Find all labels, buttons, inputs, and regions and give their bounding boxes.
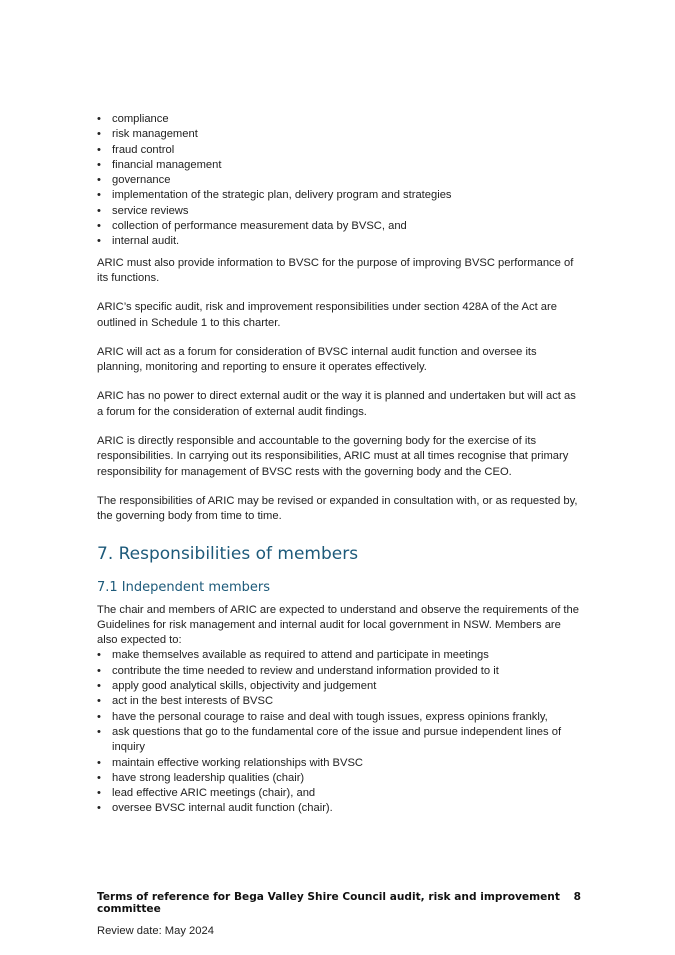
list-item: • internal audit. — [97, 234, 581, 249]
list-item: • compliance — [97, 112, 581, 127]
list-item: • have strong leadership qualities (chair) — [97, 771, 581, 786]
list-item: • act in the best interests of BVSC — [97, 694, 581, 709]
list-item: • service reviews — [97, 204, 581, 219]
paragraph: ARIC will act as a forum for consideration of BVSC internal audit function and oversee its planning, monitoring and reporting to ensure it operates effectively. — [97, 345, 537, 374]
page-body — [97, 112, 581, 817]
page-footer — [97, 891, 581, 915]
paragraph: ARIC has no power to direct external audit or the way it is planned and undertaken but will act as a forum for the consideration of external audit findings. — [97, 390, 576, 418]
paragraph: ARIC’s specific audit, risk and improvement responsibilities under section 428A of the Act are outlined in Schedule 1 to this charter. — [97, 301, 557, 329]
footer-title: Terms of reference for Bega Valley Shire Council audit, risk and improvement committee — [97, 891, 560, 915]
list-item: • maintain effective working relationships with BVSC — [97, 756, 581, 771]
list-item: • oversee BVSC internal audit function (chair). — [97, 801, 581, 816]
members-expectations-list — [97, 648, 581, 816]
list-item: • implementation of the strategic plan, delivery program and strategies — [97, 188, 581, 203]
list-item: • make themselves available as required to attend and participate in meetings — [97, 648, 581, 663]
list-item: • apply good analytical skills, objectivity and judgement — [97, 679, 581, 694]
review-date: Review date: May 2024 — [97, 925, 214, 937]
paragraph: The responsibilities of ARIC may be revised or expanded in consultation with, or as requested by, the governing body from time to time. — [97, 494, 578, 523]
subsection-heading: 7.1 Independent members — [97, 579, 271, 595]
list-item: • governance — [97, 173, 581, 188]
list-item: • ask questions that go to the fundamental core of the issue and pursue independent lines of inquiry — [97, 725, 581, 756]
responsibilities-list — [97, 112, 581, 250]
members-intro: The chair and members of ARIC are expected to understand and observe the requirements of the Guidelines for risk management and internal audit for local government in NSW. Members are also expected to: — [97, 603, 579, 647]
paragraph: ARIC must also provide information to BVSC for the purpose of improving BVSC performance of its functions. — [97, 256, 574, 284]
paragraph: ARIC is directly responsible and accountable to the governing body for the exercise of its responsibilities. In carrying out its responsibilities, ARIC must at all times recognise that primary responsibility for management of BVSC rests with the governing body and the CEO. — [97, 435, 569, 478]
list-item: • lead effective ARIC meetings (chair), and — [97, 786, 581, 801]
section-heading: 7. Responsibilities of members — [97, 543, 359, 564]
page-number: 8 — [573, 891, 581, 903]
list-item: • fraud control — [97, 143, 581, 158]
list-item: • financial management — [97, 158, 581, 173]
list-item: • risk management — [97, 127, 581, 142]
list-item: • contribute the time needed to review and understand information provided to it — [97, 664, 581, 679]
list-item: • collection of performance measurement data by BVSC, and — [97, 219, 581, 234]
list-item: • have the personal courage to raise and deal with tough issues, express opinions frankly, — [97, 710, 581, 725]
